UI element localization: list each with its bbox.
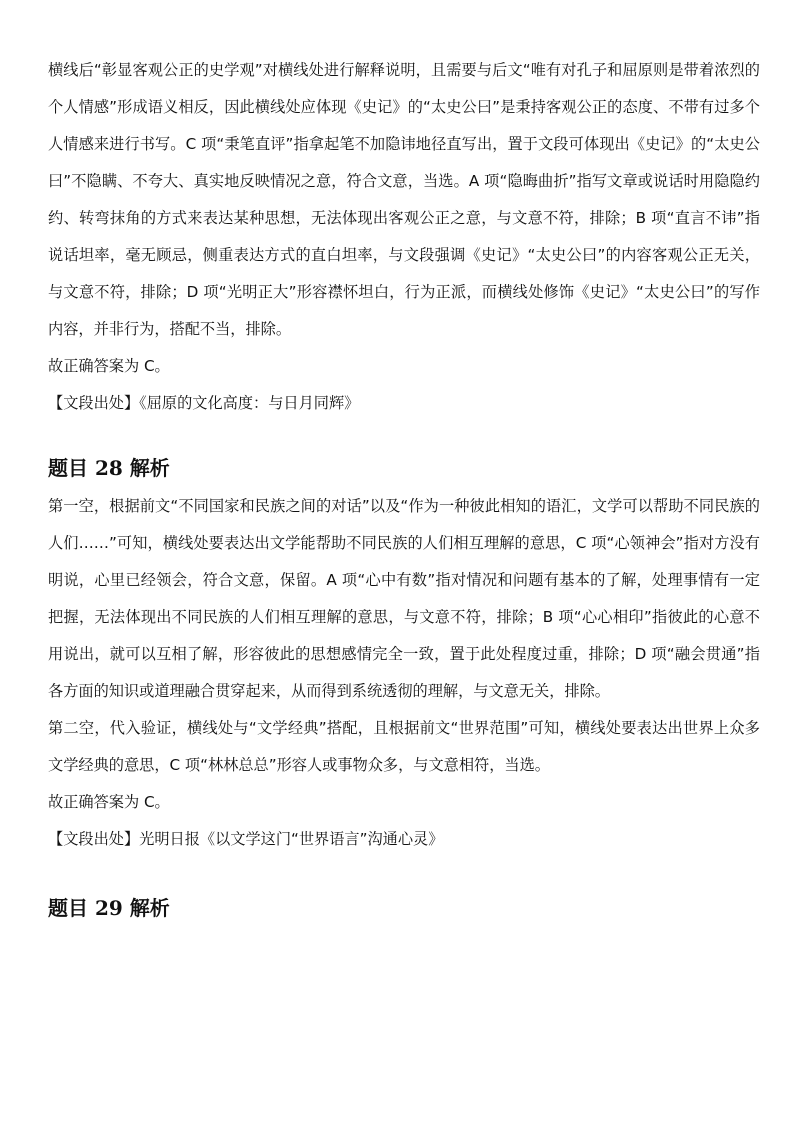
q28-source: 【文段出处】光明日报《以文学这门“世界语言”沟通心灵》 [48,830,444,848]
document-page [48,0,760,922]
q29-heading: 题目 29 解析 [48,896,170,920]
q28-answer: 故正确答案为 C。 [48,793,170,811]
q27-analysis-paragraph: 横线后“彰显客观公正的史学观”对横线处进行解释说明，且需要与后文“唯有对孔子和屈原则是带着浓烈的个人情感”形成语义相反，因此横线处应体现《史记》的“太史公曰”是秉持客观公正的态度、不带有过多个人情感来进行书写。C 项“秉笔直评”指拿起笔不加隐讳地径直写出，置于文段可体现出《史记》的“太史公曰”不隐瞒、不夸大、真实地反映情况之意，符合文意，当选。A 项“隐晦曲折”指写文章或说话时用隐隐约约、转弯抹角的方式来表达某种思想，无法体现出客观公正之意，与文意不符，排除；B 项“直言不讳”指说话坦率，毫无顾忌，侧重表达方式的直白坦率，与文段强调《史记》“太史公曰”的内容客观公正无关，与文意不符，排除；D 项“光明正大”形容襟怀坦白，行为正派，而横线处修饰《史记》“太史公曰”的写作内容，并非行为，搭配不当，排除。 [48,61,760,338]
q27-source: 【文段出处】《屈原的文化高度：与日月同辉》 [48,394,360,412]
q28-blank2-paragraph: 第二空，代入验证，横线处与“文学经典”搭配，且根据前文“世界范围”可知，横线处要表达出世界上众多文学经典的意思，C 项“林林总总”形容人或事物众多，与文意相符，当选。 [48,719,760,774]
q27-answer: 故正确答案为 C。 [48,357,170,375]
q28-blank1-paragraph: 第一空，根据前文“不同国家和民族之间的对话”以及“作为一种彼此相知的语汇，文学可以帮助不同民族的人们……”可知，横线处要表达出文学能帮助不同民族的人们相互理解的意思，C 项“心领神会”指对方没有明说，心里已经领会，符合文意，保留。A 项“心中有数”指对情况和问题有基本的了解，处理事情有一定把握，无法体现出不同民族的人们相互理解的意思，与文意不符，排除；B 项“心心相印”指彼此的心意不用说出，就可以互相了解，形容彼此的思想感情完全一致，置于此处程度过重，排除；D 项“融会贯通”指各方面的知识或道理融合贯穿起来，从而得到系统透彻的理解，与文意无关，排除。 [48,497,760,700]
q28-heading: 题目 28 解析 [48,456,170,480]
